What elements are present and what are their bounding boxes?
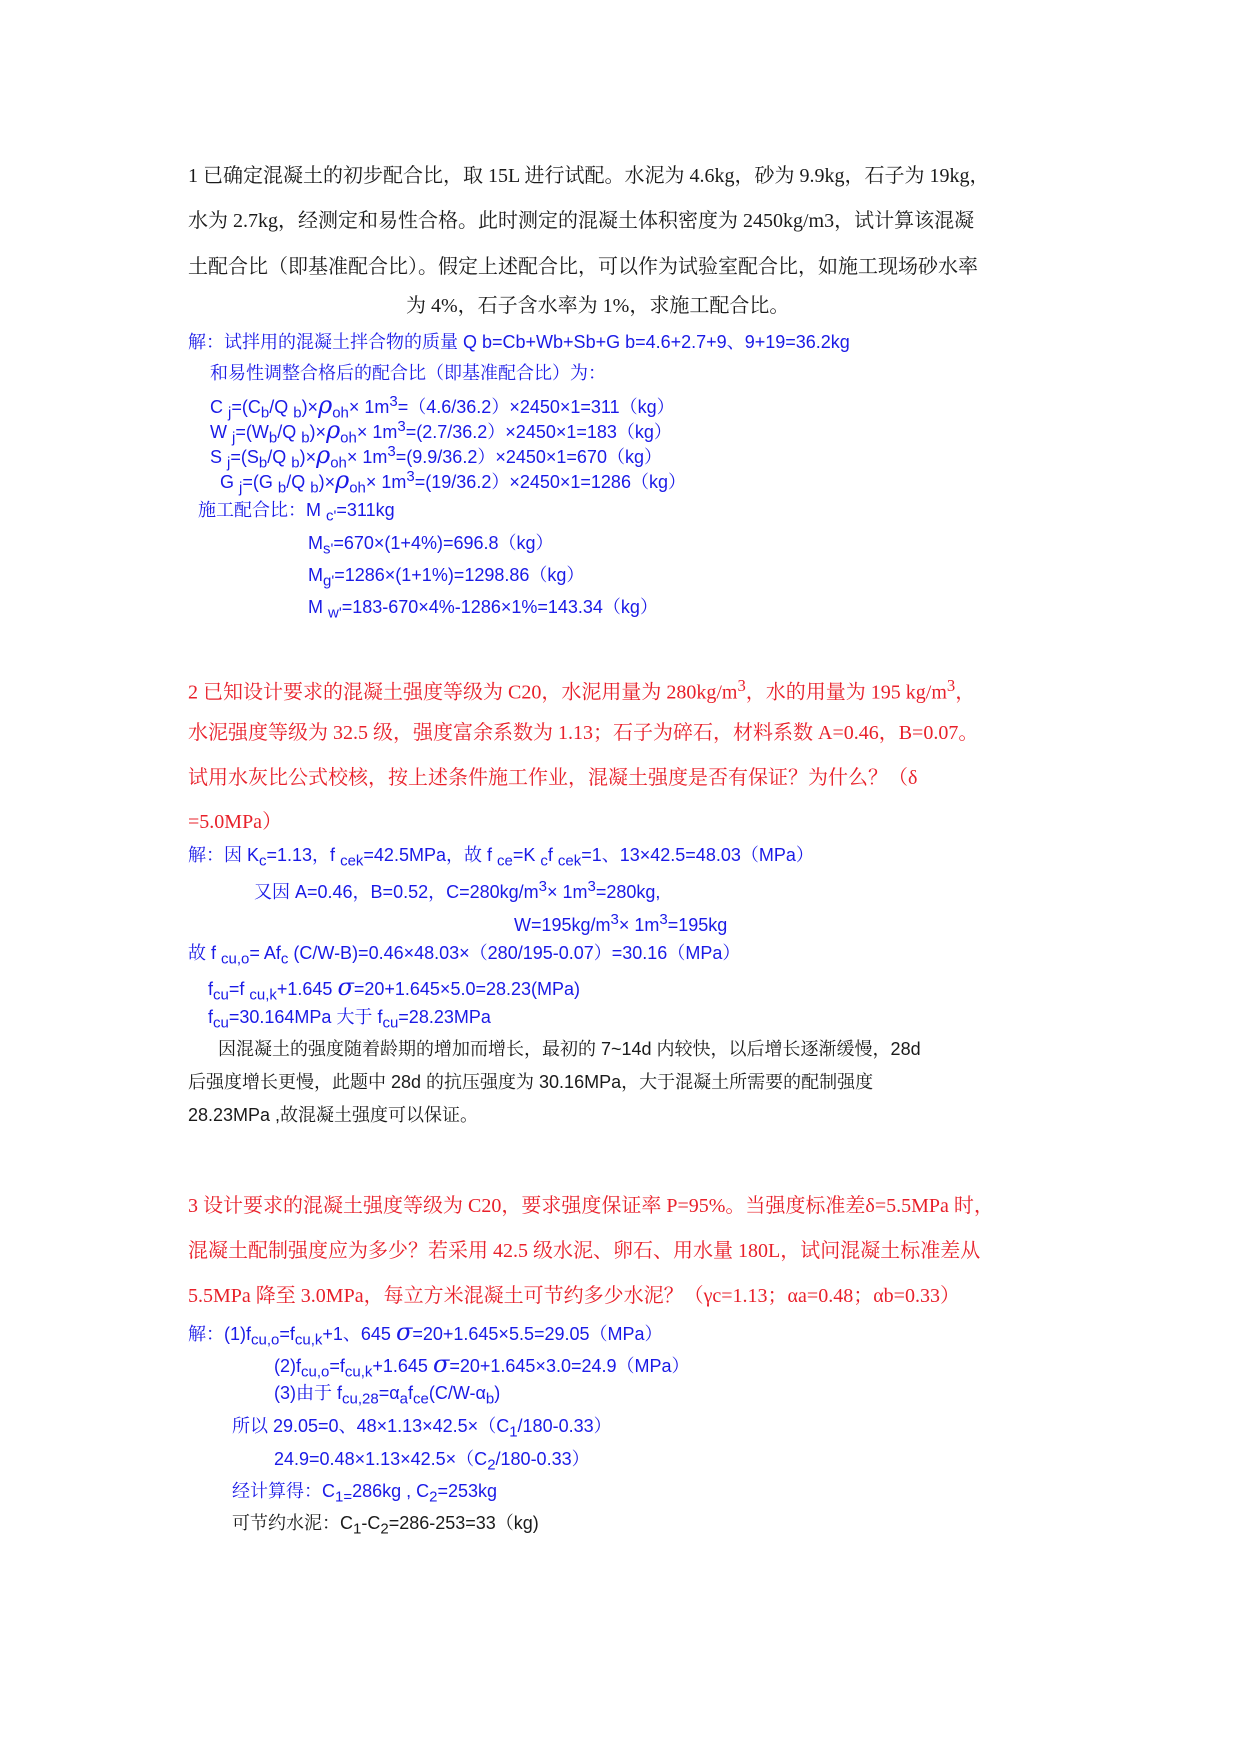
question-1-line-2: 水为 2.7kg，经测定和易性合格。此时测定的混凝土体积密度为 2450kg/m3，试计算该混凝 [188,210,975,232]
solution-3-line-6: 经计算得：$C_{1=}286kg$ , $C_2=253kg$ [232,1481,498,1506]
question-3-line-2: 混凝土配制强度应为多少？若采用 42.5 级水泥、卵石、用水量 180L，试问混凝土标准差从 [188,1240,981,1262]
question-2-line-2: 水泥强度等级为 32.5 级，强度富余系数为 1.13；石子为碎石，材料系数 A=0.46，B=0.07。 [188,722,979,744]
solution-2-line-6: $f_{cu}=30.164MPa$ 大于 $f_{cu}=28.23MPa$ [208,1007,491,1032]
solution-1-line-1: 解：试拌用的混凝土拌合物的质量 Q b=Cb+Wb+Sb+G b=4.6+2.7+9、9+19=36.2kg [188,332,850,352]
rho-symbol: ρ [316,441,331,469]
question-1-line-1: 1 已确定混凝土的初步配合比，取 15L 进行试配。水泥为 4.6kg，砂为 9.9kg，石子为 19kg， [188,165,990,187]
solution-1-construction-label: 施工配合比：M $_{c'}$=311kg [198,500,395,525]
question-3-line-1: 3 设计要求的混凝土强度等级为 C20，要求强度保证率 P=95%。当强度标准差δ=5.5MPa 时， [188,1195,994,1217]
sigma-symbol: σ [395,1318,413,1346]
solution-1-formula-g: G $_j$=(G $_b$/Q $_b)\times\rho_{oh}\times 1m^3=(19/36.2)\times 2450\times 1=1286(kg)$ [220,466,686,497]
explanation-2-line-2: 后强度增长更慢，此题中 28d 的抗压强度为 30.16MPa，大于混凝土所需要的配制强度 [188,1072,874,1092]
solution-2-line-2: 又因 A=0.46，B=0.52，$C=280kg/m^3\times 1m^3=280kg$, [254,878,661,902]
question-2-line-3: 试用水灰比公式校核，按上述条件施工作业，混凝土强度是否有保证？为什么？（δ [188,767,918,789]
rho-symbol: ρ [318,391,333,419]
explanation-2-line-1: 因混凝土的强度随着龄期的增加而增长，最初的 7~14d 内较快，以后增长逐渐缓慢，28d [218,1039,921,1059]
question-1-line-3: 土配合比（即基准配合比）。假定上述配合比，可以作为试验室配合比，如施工现场砂水率 [188,256,978,278]
question-2-line-1: 2 已知设计要求的混凝土强度等级为 C20，水泥用量为 $280kg/m^3$，水的用量为 195 $kg/m^3$， [188,676,976,704]
solution-1-formula-s: S $_j=(S_b/Q$ $_b)\times\rho_{oh}\times 1m^3=(9.9/36.2)\times 2450\times 1=670(kg)$ [210,441,662,472]
solution-3-line-5: $24.9=0.48\times 1.13\times 42.5\times(C_2/180-0.33)$ [274,1449,590,1474]
solution-3-line-1: 解：$(1)f_{cu,o}=f_{cu,k}+1$、645 σ=20+1.645×5.5=29.05（MPa） [188,1318,663,1349]
solution-1-mg: $M_{g'}=1286\times(1+1\%)=1298.86(kg)$ [308,565,585,590]
solution-1-formula-c: C $_j=(C_b/Q$ $_b)\times\rho_{oh}\times 1m^3=(4.6/36.2)\times 2450\times 1=311(kg)$ [210,391,675,422]
question-2-line-4: =5.0MPa） [188,811,283,833]
solution-2-line-1: 解：因 $K_c=1.13$，f $_{cek}$=42.5MPa，故 f $_{ce}$=K $_c$f $_{cek}$=1、13×42.5=48.03（MPa） [188,845,814,870]
solution-1-mw: M $_{w'}$=183-670×4%-1286×1%=143.34（kg） [308,597,658,622]
sigma-symbol: σ [337,973,354,1001]
solution-1-line-2: 和易性调整合格后的配合比（即基准配合比）为： [210,363,606,383]
solution-3-line-7: 可节约水泥：$C_1-C_2=286-253=33(kg)$ [232,1513,539,1538]
solution-3-line-3: (3)由于 $f_{cu,28}=\alpha_af_{ce}(C/W-\alpha_b)$ [274,1383,501,1408]
solution-1-ms: $M_{s'}=670\times(1+4\%)=696.8(kg)$ [308,533,554,558]
solution-3-line-2: $(2)f_{cu,o}=f_{cu,k}+1.645$ σ=20+1.645×3.0=24.9（MPa） [274,1350,690,1381]
solution-2-line-5: $f_{cu}=f$ $_{cu,k}$+1.645 σ=20+1.645×5.0=28.23(MPa) [208,973,581,1004]
solution-2-line-4: 故 f $_{cu,o}= Af_c$ (C/W-B)=0.46×48.03×（280/195-0.07）=30.16（MPa） [188,943,741,968]
solution-2-line-3: $W=195kg/m^3\times 1m^3=195kg$ [514,911,728,935]
question-3-line-3: 5.5MPa 降至 3.0MPa，每立方米混凝土可节约多少水泥？（γc=1.13；αa=0.48；αb=0.33） [188,1285,960,1307]
solution-3-line-4: 所以 29.05=0、$48\times 1.13\times 42.5\times(C_1/180-0.33)$ [232,1416,612,1441]
rho-symbol: ρ [326,416,341,444]
rho-symbol: ρ [335,466,350,494]
solution-1-formula-w: W $_j=(W_b/Q$ $_b)\times\rho_{oh}\times 1m^3=(2.7/36.2)\times 2450\times 1=183(kg)$ [210,416,672,447]
explanation-2-line-3: 28.23MPa ,故混凝土强度可以保证。 [188,1105,479,1125]
sigma-symbol: σ [432,1350,450,1378]
question-1-line-4: 为 4%，石子含水率为 1%，求施工配合比。 [406,295,790,317]
